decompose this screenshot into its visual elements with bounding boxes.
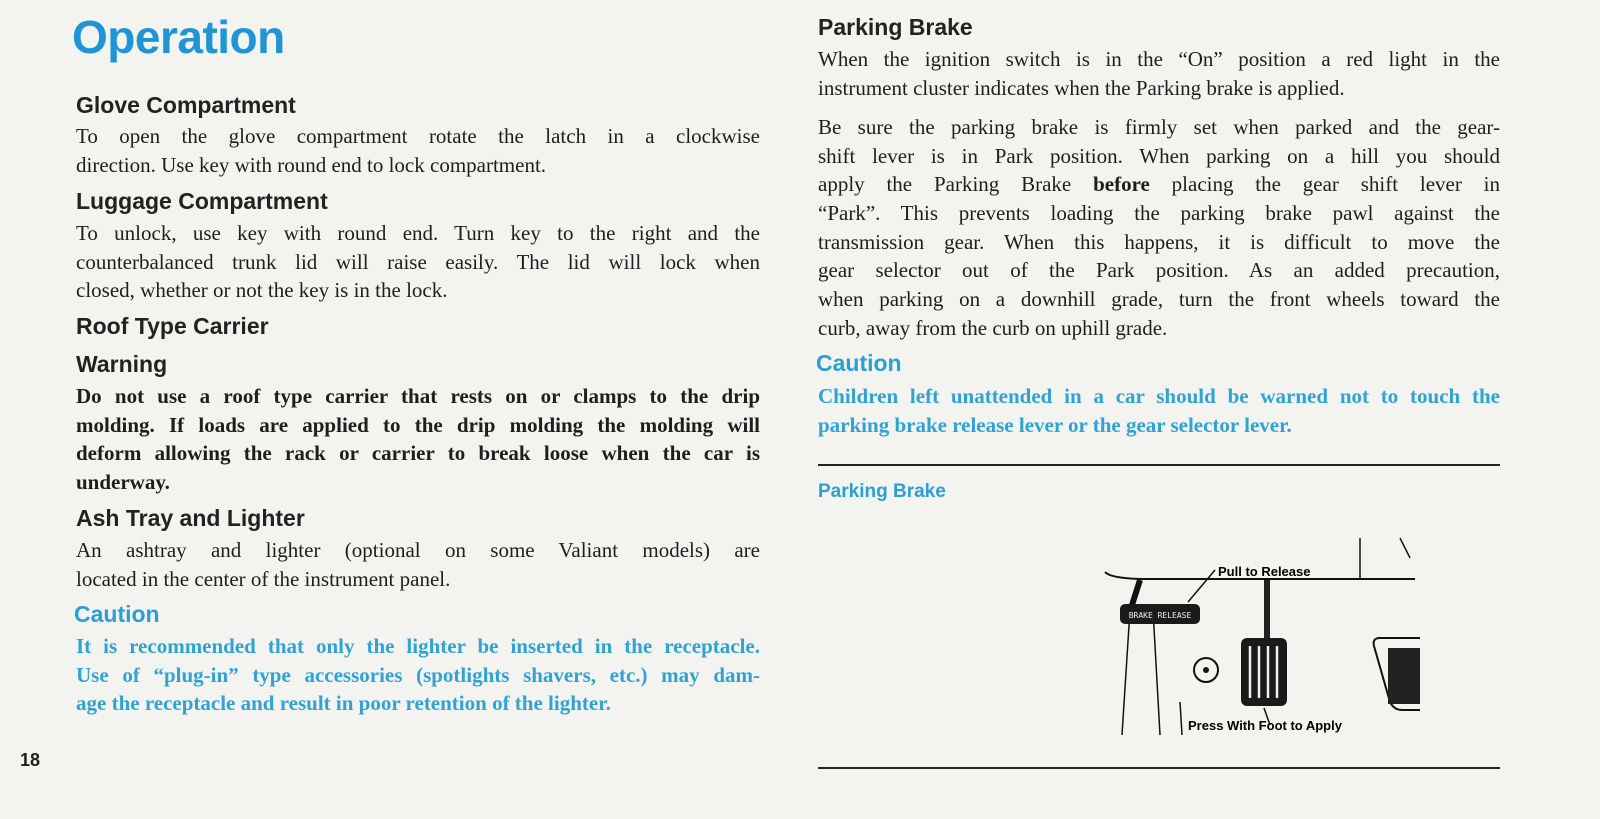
text-line: Be sure the parking brake is firmly set when parked and the gear- (818, 115, 1500, 139)
ashtray-text (76, 536, 760, 593)
luggage-compartment-text (76, 219, 760, 305)
text-line: curb, away from the curb on uphill grade. (818, 315, 1168, 340)
divider-bottom (818, 767, 1500, 769)
warning-heading: Warning (76, 351, 168, 377)
glove-compartment-heading: Glove Compartment (76, 92, 296, 118)
pull-to-release-label: Pull to Release (1218, 564, 1311, 579)
text-line: It is recommended that only the lighter be inserted in the receptacle. (76, 634, 760, 658)
caution-text-right (818, 382, 1500, 439)
text-line: When the ignition switch is in the “On” position a red light in the (818, 47, 1500, 71)
luggage-compartment-heading: Luggage Compartment (76, 188, 328, 214)
text-line: underway. (76, 470, 170, 495)
text-line: deform allowing the rack or carrier to break loose when the car is (76, 441, 760, 466)
text-line: Do not use a roof type carrier that rests on or clamps to the drip (76, 384, 760, 408)
press-with-foot-label: Press With Foot to Apply (1188, 718, 1342, 733)
text-line: instrument cluster indicates when the Parking brake is applied. (818, 75, 1345, 100)
text-line: parking brake release lever or the gear selector lever. (818, 412, 1292, 437)
text-line: To open the glove compartment rotate the latch in a clockwise (76, 124, 760, 148)
roof-carrier-heading: Roof Type Carrier (76, 313, 269, 339)
text-line: Children left unattended in a car should be warned not to touch the (818, 384, 1500, 408)
text-line: Use of “plug-in” type accessories (spotlights shavers, etc.) may dam- (76, 662, 760, 687)
warning-text (76, 382, 760, 497)
text-line: direction. Use key with round end to lock compartment. (76, 152, 547, 177)
brake-release-handle-text: BRAKE RELEASE (1128, 611, 1192, 620)
text-line: apply the Parking Brake before placing the gear shift lever in (818, 172, 1501, 197)
caution-heading-right: Caution (816, 350, 902, 376)
text-line: To unlock, use key with round end. Turn key to the right and the (76, 221, 760, 245)
parking-brake-text (818, 45, 1500, 102)
text-line: located in the center of the instrument panel. (76, 566, 451, 591)
text-line: when parking on a downhill grade, turn the front wheels toward the (818, 287, 1500, 312)
page-title: Operation (72, 11, 285, 63)
caution-text-left (76, 632, 760, 718)
parking-brake-diagram (1080, 530, 1420, 745)
text-line: closed, whether or not the key is in the lock. (76, 278, 448, 303)
page-number: 18 (20, 750, 41, 770)
text-line: transmission gear. When this happens, it is difficult to move the (818, 229, 1500, 254)
text-line: gear selector out of the Park position. As an added precaution, (818, 258, 1500, 283)
text-line: “Park”. This prevents loading the parking brake pawl against the (818, 201, 1500, 226)
glove-compartment-text (76, 122, 760, 179)
parking-brake-heading: Parking Brake (818, 14, 973, 40)
emphasis-before: before (1093, 172, 1150, 197)
ashtray-heading: Ash Tray and Lighter (76, 505, 305, 531)
divider-top (818, 464, 1500, 466)
text-line: molding. If loads are applied to the drip molding the molding will (76, 412, 760, 437)
text-line: age the receptacle and result in poor retention of the lighter. (76, 691, 611, 716)
parking-brake-instructions (818, 113, 1500, 343)
text-line: An ashtray and lighter (optional on some Valiant models) are (76, 538, 760, 562)
caution-heading-left: Caution (74, 601, 160, 627)
text-line: shift lever is in Park position. When parking on a hill you should (818, 143, 1500, 168)
text-line: counterbalanced trunk lid will raise easily. The lid will lock when (76, 249, 760, 274)
figure-caption: Parking Brake (818, 481, 946, 502)
parking-brake-illustration (1080, 530, 1420, 740)
